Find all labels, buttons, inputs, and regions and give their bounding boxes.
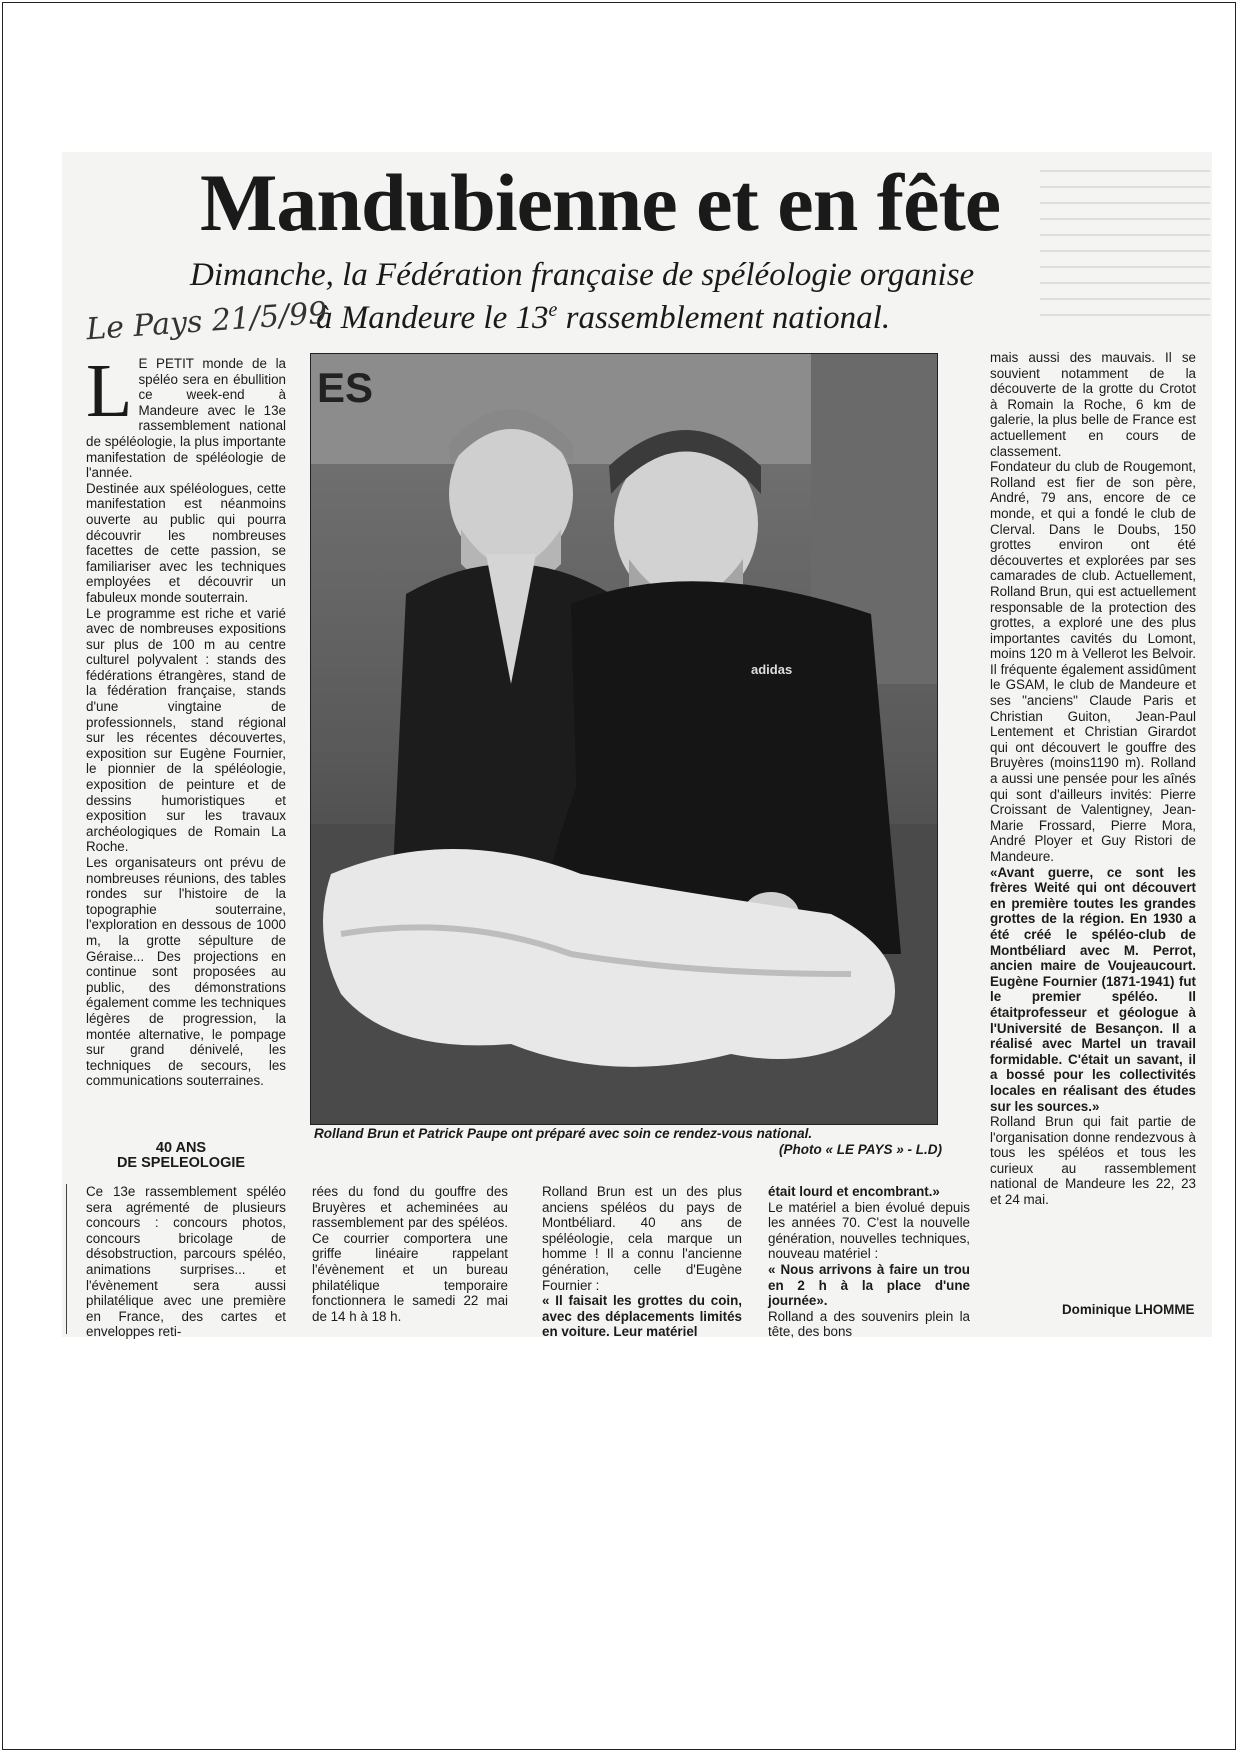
column4-paragraph-1: Le matériel a bien évolué depuis les années 70. C'est la nouvelle génération, nouvelles techniques, nouveau matériel : bbox=[768, 1199, 970, 1262]
photo-credit: (Photo « LE PAYS » - L.D) bbox=[778, 1142, 942, 1157]
article-column-4 bbox=[768, 1184, 970, 1340]
column2-paragraph-1: rées du fond du gouffre des Bruyères et acheminées au rassemblement par des spéléos. Ce courrier comportera une griffe linéaire rappelant l'évènement et un bureau philatélique temporaire fonctionnera le samedi 22 mai de 14 h à 18 h. bbox=[312, 1184, 508, 1324]
column4-quote: « Nous arrivons à faire un trou en 2 h à la place d'une journée». bbox=[768, 1261, 970, 1309]
photo-sign-text: ES bbox=[317, 364, 374, 411]
column5-paragraph-2: Fondateur du club de Rougemont, Rolland est fier de son père, André, 79 ans, encore de ce monde, et qui a fondé le club de Clerval. Dans le Doubs, 150 grottes environ ont été découvertes et explorées par ses camarades de club. Actuellement, Rolland Brun, qui est actuellement responsable de la protection des grottes, a exploré une des plus importantes cavités du Lomont, moins 120 m à Vellerot les Belvoir. Il fréquente également assidûment le GSAM, le club de Mandeure et ses "anciens" Claude Paris et Christian Guiton, Jean-Paul Lentement et Christian Girardot qui ont découvert le gouffre des Bruyères (moins1190 m). Rolland a aussi une pensée pour les aînés qui sont d'ailleurs invités: Pierre Croissant de Valentigney, Jean-Marie Frossard, Pierre Mora, André Ployer et Guy Ristori de Mandeure. bbox=[990, 459, 1196, 864]
handwritten-date-note: Le Pays 21/5/99 bbox=[85, 295, 329, 348]
photo-illustration bbox=[311, 354, 937, 1124]
column3-paragraph-1: Rolland Brun est un des plus anciens spéléos du pays de Montbéliard. 40 ans de spéléologie, cela marque un homme ! Il a connu l'ancienne génération, celle d'Eugène Fournier : bbox=[542, 1184, 742, 1293]
column5-paragraph-3: Rolland Brun qui fait partie de l'organisation donne rendezvous à tous les spéléos et tous les curieux au rassemblement national de Mandeure les 22, 23 et 24 mai. bbox=[990, 1114, 1196, 1208]
column1-paragraph-2: Destinée aux spéléologues, cette manifestation est néanmoins ouverte au public qui pourra découvrir les nombreuses facettes de cette passion, se familiariser avec les techniques employées et découvrir un fabuleux monde souterrain. bbox=[86, 480, 286, 605]
article-column-2 bbox=[312, 1184, 508, 1324]
article-subtitle-line1: Dimanche, la Fédération française de spéléologie organise bbox=[190, 257, 975, 293]
photo-shirt-logo: adidas bbox=[751, 662, 793, 677]
article-subtitle-line2: à Mandeure le 13e rassemblement national. bbox=[316, 299, 891, 336]
article-title: Mandubienne et en fête bbox=[200, 157, 1001, 248]
column1-paragraph-3: Le programme est riche et varié avec de nombreuses expositions sur plus de 100 m au centre culturel polyvalent : stands des fédérations étrangères, stand de la fédération française, stands d'une vingtaine de professionnels, stand régional sur les récentes découvertes, exposition sur Eugène Fournier, le pionnier de la spéléologie, exposition de peinture et de dessins humoristiques et exposition sur les travaux archéologiques de Romain La Roche. bbox=[86, 605, 286, 855]
photo-caption bbox=[314, 1126, 942, 1158]
article-column-1 bbox=[86, 349, 286, 1089]
article-column-5 bbox=[990, 350, 1196, 1208]
column4-quote-end: était lourd et encombrant.» bbox=[768, 1184, 940, 1199]
column1-paragraph-5: Ce 13e rassemblement spéléo sera agrémenté de plusieurs concours : concours photos, concours bricolage de désobstruction, parcours spéléo, animations surprises... et l'évènement sera aussi philatélique avec une première en France, des cartes et enveloppes reti- bbox=[86, 1184, 286, 1340]
caption-text: Rolland Brun et Patrick Paupe ont préparé avec soin ce rendez-vous national. bbox=[314, 1126, 813, 1141]
column4-paragraph-2: Rolland a des souvenirs plein la tête, des bons bbox=[768, 1308, 970, 1340]
column3-quote: « Il faisait les grottes du coin, avec des déplacements limités en voiture. Leur matériel bbox=[542, 1293, 742, 1340]
article-photo bbox=[310, 353, 938, 1125]
column5-paragraph-1: mais aussi des mauvais. Il se souvient notamment de la découverte de la grotte du Crotot à Romain la Roche, 6 km de galerie, la plus belle de France est actuellement en cours de classement. bbox=[990, 350, 1196, 459]
author-byline: Dominique LHOMME bbox=[1062, 1302, 1195, 1317]
column-rule-left bbox=[66, 1184, 67, 1334]
article-column-3 bbox=[542, 1184, 742, 1340]
column5-quote: «Avant guerre, ce sont les frères Weité qui ont découvert en première toutes les grandes grottes de la région. En 1930 a été créé le spéléo-club de Montbéliard avec M. Perrot, ancien maire de Voujeaucourt. Eugène Fournier (1871-1941) fut le premier spéléo. Il étaitprofesseur et géologue à l'Université de Besançon. Il a réalisé avec Martel un travail formidable. C'était un savant, il a bossé pour les collectivités locales en réalisant des études sur les sources.» bbox=[990, 864, 1196, 1114]
column1-paragraph-1: E PETIT monde de la spéléo sera en ébullition ce week-end à Mandeure avec le 13e rassemblement national de spéléologie, la plus importante manifestation de spéléologie de l'année. bbox=[86, 356, 286, 481]
article-column-1b bbox=[86, 1184, 286, 1340]
drop-cap: L bbox=[86, 349, 133, 433]
column1-paragraph-4: Les organisateurs ont prévu de nombreuses réunions, des tables rondes sur l'histoire de la topographie souterraine, l'exploration en dessous de 1000 m, la grotte sépulture de Géraise... Des projections en continue sont proposées au public, des démonstrations également comme les techniques légères de progression, la montée alternative, le pompage sur grand dénivelé, les techniques de secours, les communications souterraines. bbox=[86, 855, 286, 1089]
section-subhead: 40 ANS DE SPELEOLOGIE bbox=[116, 1140, 246, 1171]
